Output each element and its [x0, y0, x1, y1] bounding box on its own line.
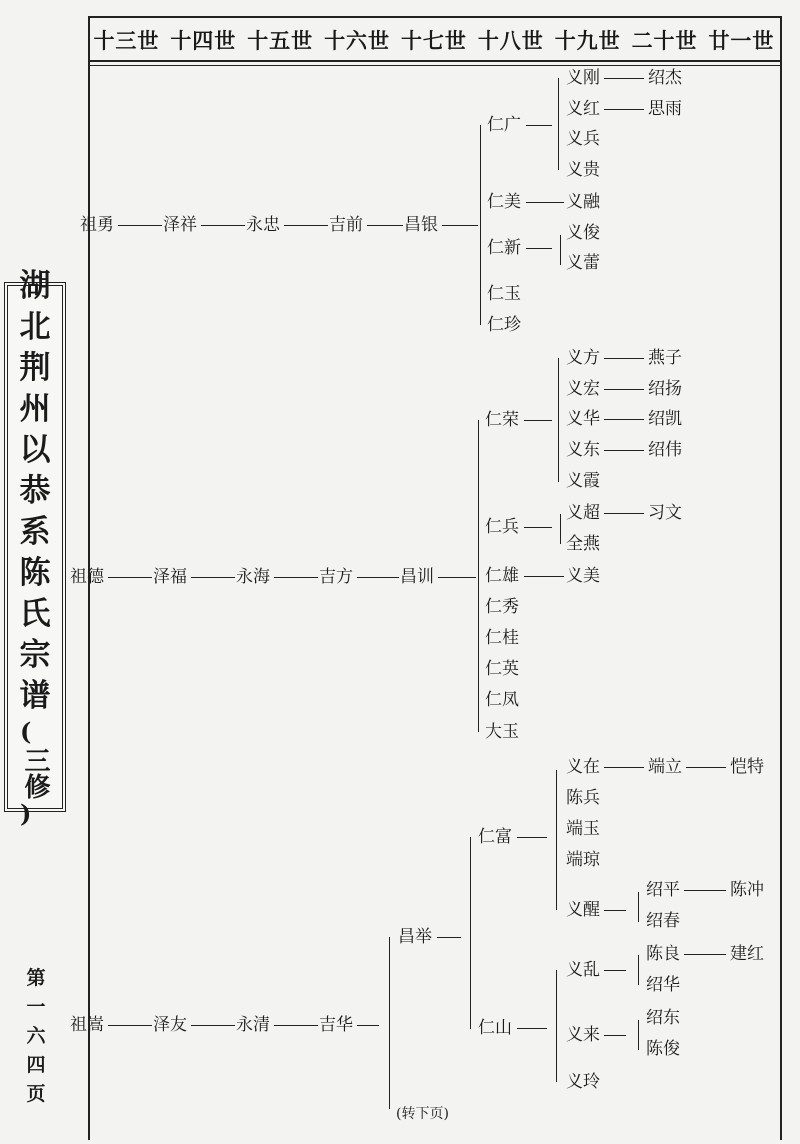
person-node: 绍东 — [646, 1008, 680, 1028]
person-node: 仁山 — [478, 1018, 512, 1038]
person-node: 义刚 — [566, 68, 600, 88]
link-line — [437, 937, 461, 938]
person-node: 义在 — [566, 757, 600, 777]
person-node: 义来 — [566, 1025, 600, 1045]
person-node: 永忠 — [246, 215, 280, 235]
page-char: 第 — [26, 967, 46, 989]
link-line — [201, 225, 245, 226]
title-char: 氏 — [19, 595, 51, 632]
link-line — [604, 910, 626, 911]
link-line — [442, 225, 478, 226]
title-char: 宗 — [19, 636, 51, 673]
person-node: 仁珍 — [487, 315, 521, 335]
sibling-bracket — [556, 970, 557, 1082]
link-line — [604, 450, 644, 451]
link-line — [118, 225, 162, 226]
link-line — [526, 125, 552, 126]
sibling-bracket — [638, 955, 639, 985]
title-char: 系 — [19, 513, 51, 550]
person-node: 仁桂 — [485, 628, 519, 648]
sibling-bracket — [638, 892, 639, 922]
person-node: 陈良 — [646, 944, 680, 964]
person-node: 昌举 — [398, 927, 432, 947]
person-node: 义融 — [566, 192, 600, 212]
page-char: 一 — [26, 996, 46, 1018]
person-node: 义宏 — [566, 379, 600, 399]
person-node: 永清 — [236, 1015, 270, 1035]
link-line — [684, 890, 726, 891]
page-char: 六 — [26, 1025, 46, 1047]
person-node: 仁富 — [478, 827, 512, 847]
sibling-bracket — [558, 358, 559, 482]
link-line — [604, 109, 644, 110]
person-node: 义俊 — [566, 223, 600, 243]
person-node: 义蕾 — [566, 253, 600, 273]
link-line — [191, 1025, 235, 1026]
person-node: 仁兵 — [485, 517, 519, 537]
link-line — [274, 577, 318, 578]
person-node: 燕子 — [648, 348, 682, 368]
person-node: 绍伟 — [648, 440, 682, 460]
link-line — [108, 577, 152, 578]
person-node: 义玲 — [566, 1072, 600, 1092]
sibling-bracket — [560, 235, 561, 265]
header-rule — [88, 60, 780, 62]
person-node: 全燕 — [566, 534, 600, 554]
link-line — [284, 225, 328, 226]
gen-20: 二十世 — [631, 28, 698, 53]
person-node: 仁新 — [487, 238, 521, 258]
gen-21: 廿一世 — [708, 28, 775, 53]
person-node: 义美 — [566, 566, 600, 586]
gen-14: 十四世 — [170, 28, 237, 53]
link-line — [108, 1025, 152, 1026]
person-node: 泽祥 — [163, 215, 197, 235]
link-line — [604, 970, 626, 971]
person-node: 绍平 — [646, 880, 680, 900]
gen-19: 十九世 — [554, 28, 621, 53]
link-line — [524, 576, 564, 577]
page-char: 四 — [26, 1054, 46, 1076]
person-node: 大玉 — [485, 722, 519, 742]
link-line — [274, 1025, 318, 1026]
sibling-bracket — [558, 78, 559, 170]
link-line — [524, 527, 552, 528]
link-line — [517, 1028, 547, 1029]
person-node: 义兵 — [566, 129, 600, 149]
person-node: 吉华 — [319, 1015, 353, 1035]
person-node: 仁玉 — [487, 284, 521, 304]
person-node: 端玉 — [566, 819, 600, 839]
link-line — [684, 954, 726, 955]
person-node: 陈兵 — [566, 788, 600, 808]
person-node: 义贵 — [566, 160, 600, 180]
person-node: 绍凯 — [648, 409, 682, 429]
page-number — [18, 964, 54, 1109]
book-title-label — [4, 267, 66, 828]
link-line — [604, 358, 644, 359]
title-char: 谱 — [19, 677, 51, 714]
person-node: 永海 — [236, 567, 270, 587]
sibling-bracket — [389, 937, 390, 1109]
person-node: 绍杰 — [648, 68, 682, 88]
continuation-note: (转下页) — [396, 1106, 449, 1122]
person-node: 恺特 — [730, 757, 764, 777]
page-char: 页 — [26, 1083, 46, 1105]
person-node: 义乱 — [566, 960, 600, 980]
person-node: 昌银 — [404, 215, 438, 235]
person-node: 祖德 — [70, 567, 104, 587]
person-node: 仁雄 — [485, 566, 519, 586]
person-node: 端立 — [648, 757, 682, 777]
title-char: 北 — [19, 308, 51, 345]
link-line — [367, 225, 403, 226]
person-node: 义醒 — [566, 900, 600, 920]
person-node: 祖勇 — [80, 215, 114, 235]
link-line — [517, 837, 547, 838]
person-node: 泽友 — [153, 1015, 187, 1035]
person-node: 义霞 — [566, 471, 600, 491]
link-line — [604, 513, 644, 514]
person-node: 陈俊 — [646, 1039, 680, 1059]
title-char: 湖 — [19, 267, 51, 304]
link-line — [686, 767, 726, 768]
link-line — [604, 1035, 626, 1036]
gen-17: 十七世 — [400, 28, 467, 53]
person-node: 建红 — [730, 944, 764, 964]
person-node: 仁荣 — [485, 410, 519, 430]
link-line — [604, 389, 644, 390]
person-node: 泽福 — [153, 567, 187, 587]
gen-13: 十三世 — [93, 28, 160, 53]
person-node: 陈冲 — [730, 880, 764, 900]
sibling-bracket — [470, 837, 471, 1029]
person-node: 义超 — [566, 503, 600, 523]
person-node: 仁凤 — [485, 690, 519, 710]
person-node: 仁英 — [485, 659, 519, 679]
link-line — [526, 248, 552, 249]
gen-18: 十八世 — [477, 28, 544, 53]
generation-header — [88, 16, 780, 64]
person-node: 祖嵩 — [70, 1015, 104, 1035]
title-char: 荆 — [19, 349, 51, 386]
page-frame — [88, 16, 782, 1140]
link-line — [438, 577, 476, 578]
link-line — [526, 202, 564, 203]
link-line — [191, 577, 235, 578]
person-node: 义华 — [566, 409, 600, 429]
person-node: 仁美 — [487, 192, 521, 212]
link-line — [524, 420, 552, 421]
person-node: 绍春 — [646, 911, 680, 931]
person-node: 昌训 — [400, 567, 434, 587]
person-node: 仁秀 — [485, 597, 519, 617]
sibling-bracket — [560, 514, 561, 544]
title-char: 恭 — [19, 472, 51, 509]
header-rule-thin — [88, 65, 780, 66]
person-node: 吉前 — [329, 215, 363, 235]
sibling-bracket — [638, 1020, 639, 1050]
person-node: 义东 — [566, 440, 600, 460]
link-line — [604, 78, 644, 79]
person-node: 绍华 — [646, 975, 680, 995]
sibling-bracket — [480, 125, 481, 325]
person-node: 义红 — [566, 99, 600, 119]
edition-label: ( 三修 ) — [20, 716, 50, 828]
gen-16: 十六世 — [324, 28, 391, 53]
link-line — [604, 419, 644, 420]
title-char: 以 — [19, 431, 51, 468]
link-line — [604, 767, 644, 768]
person-node: 仁广 — [487, 115, 521, 135]
title-char: 陈 — [19, 554, 51, 591]
person-node: 端琼 — [566, 850, 600, 870]
person-node: 习文 — [648, 503, 682, 523]
sibling-bracket — [478, 420, 479, 732]
link-line — [357, 1025, 379, 1026]
person-node: 义方 — [566, 348, 600, 368]
gen-15: 十五世 — [247, 28, 314, 53]
link-line — [357, 577, 399, 578]
title-char: 州 — [19, 390, 51, 427]
person-node: 思雨 — [648, 99, 682, 119]
sibling-bracket — [556, 770, 557, 910]
person-node: 吉方 — [319, 567, 353, 587]
person-node: 绍扬 — [648, 379, 682, 399]
